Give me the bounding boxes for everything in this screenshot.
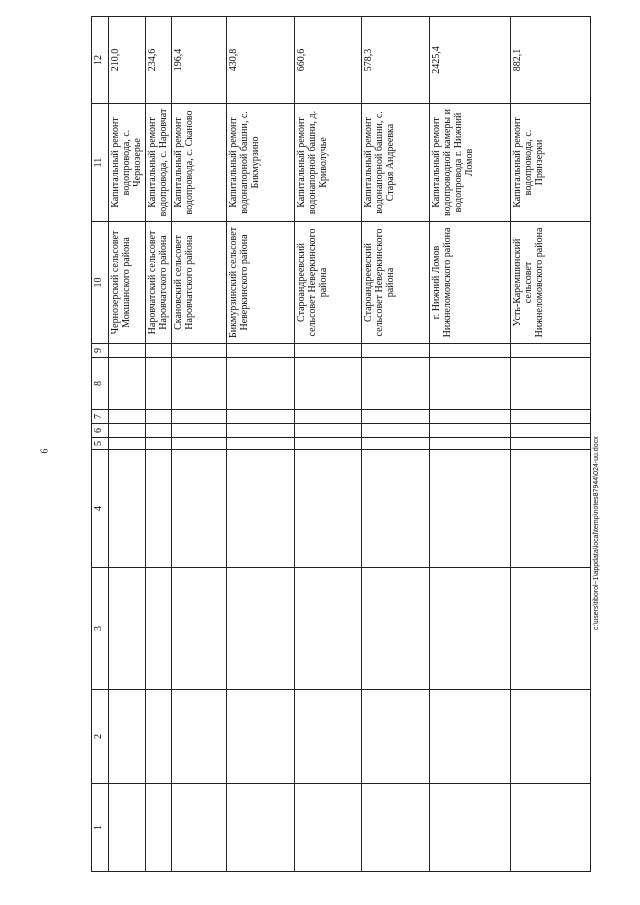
page-number: 9 <box>37 448 49 454</box>
empty-cell <box>109 784 146 872</box>
column-header: 6 <box>92 424 109 438</box>
empty-cell <box>294 784 361 872</box>
empty-cell <box>429 568 511 690</box>
table-row <box>227 17 294 872</box>
file-path-footer: c:\users\tiborol~1\appdata\local\temp\notes87944\024-uu.docx <box>593 436 600 630</box>
column-header: 2 <box>92 690 109 784</box>
empty-cell <box>429 450 511 568</box>
municipality-cell: Чернозерский сельсовет Мокшанского района <box>109 222 146 344</box>
empty-cell <box>511 358 591 410</box>
table-row <box>172 17 227 872</box>
table-row <box>109 17 146 872</box>
empty-cell <box>172 568 227 690</box>
empty-cell <box>362 568 429 690</box>
table-row <box>145 17 172 872</box>
empty-cell <box>145 438 172 450</box>
column-header: 8 <box>92 358 109 410</box>
municipality-cell: Усть-Каремшинский сельсовет Нижнеломовского района <box>511 222 591 344</box>
empty-cell <box>145 410 172 424</box>
empty-cell <box>362 690 429 784</box>
empty-cell <box>109 410 146 424</box>
empty-cell <box>294 410 361 424</box>
empty-cell <box>172 358 227 410</box>
table-row <box>294 17 361 872</box>
empty-cell <box>172 424 227 438</box>
work-description-cell: Капитальный ремонт водонапорной башни, с. Бикмурзино <box>227 104 294 222</box>
empty-cell <box>109 358 146 410</box>
empty-cell <box>511 690 591 784</box>
data-table <box>91 16 591 872</box>
table-row <box>429 17 511 872</box>
empty-cell <box>511 438 591 450</box>
column-header: 9 <box>92 344 109 358</box>
empty-cell <box>511 344 591 358</box>
empty-cell <box>429 784 511 872</box>
empty-cell <box>362 424 429 438</box>
work-description-cell: Капитальный ремонт водопровода, с. Прянзерки <box>511 104 591 222</box>
empty-cell <box>429 410 511 424</box>
empty-cell <box>227 568 294 690</box>
empty-cell <box>172 344 227 358</box>
empty-cell <box>362 410 429 424</box>
empty-cell <box>362 438 429 450</box>
amount-cell: 234,6 <box>145 17 172 104</box>
municipality-cell: Наровчатский сельсовет Наровчатского района <box>145 222 172 344</box>
amount-cell: 196,4 <box>172 17 227 104</box>
empty-cell <box>294 568 361 690</box>
empty-cell <box>109 438 146 450</box>
amount-cell: 660,6 <box>294 17 361 104</box>
empty-cell <box>429 358 511 410</box>
municipality-cell: Староандреевский сельсовет Неверкинского района <box>294 222 361 344</box>
table-header-row <box>92 17 109 872</box>
work-description-cell: Капитальный ремонт водопроводной камеры и водопровода г. Нижний Ломов <box>429 104 511 222</box>
empty-cell <box>511 424 591 438</box>
municipality-cell: Бикмурзинский сельсовет Неверкинского района <box>227 222 294 344</box>
empty-cell <box>145 344 172 358</box>
empty-cell <box>172 450 227 568</box>
empty-cell <box>362 344 429 358</box>
column-header: 10 <box>92 222 109 344</box>
empty-cell <box>227 424 294 438</box>
empty-cell <box>294 690 361 784</box>
empty-cell <box>511 784 591 872</box>
empty-cell <box>429 438 511 450</box>
empty-cell <box>109 568 146 690</box>
empty-cell <box>172 410 227 424</box>
rotated-table-container <box>91 17 591 872</box>
work-description-cell: Капитальный ремонт водопровода, с. Чернозерье <box>109 104 146 222</box>
empty-cell <box>145 450 172 568</box>
empty-cell <box>145 568 172 690</box>
empty-cell <box>227 438 294 450</box>
municipality-cell: Староандреевский сельсовет Неверкинского района <box>362 222 429 344</box>
empty-cell <box>511 410 591 424</box>
amount-cell: 210,0 <box>109 17 146 104</box>
empty-cell <box>109 424 146 438</box>
amount-cell: 882,1 <box>511 17 591 104</box>
empty-cell <box>109 690 146 784</box>
amount-cell: 578,3 <box>362 17 429 104</box>
empty-cell <box>511 450 591 568</box>
empty-cell <box>294 358 361 410</box>
amount-cell: 2425,4 <box>429 17 511 104</box>
empty-cell <box>172 690 227 784</box>
municipality-cell: г. Нижний Ломов Нижнеломовского района <box>429 222 511 344</box>
empty-cell <box>109 450 146 568</box>
empty-cell <box>145 784 172 872</box>
empty-cell <box>294 450 361 568</box>
column-header: 11 <box>92 104 109 222</box>
column-header: 12 <box>92 17 109 104</box>
amount-cell: 430,8 <box>227 17 294 104</box>
empty-cell <box>294 438 361 450</box>
empty-cell <box>227 344 294 358</box>
empty-cell <box>227 784 294 872</box>
empty-cell <box>109 344 146 358</box>
column-header: 5 <box>92 438 109 450</box>
empty-cell <box>227 690 294 784</box>
empty-cell <box>362 450 429 568</box>
work-description-cell: Капитальный ремонт водонапорной башни, д. Криволучье <box>294 104 361 222</box>
column-header: 1 <box>92 784 109 872</box>
table-row <box>511 17 591 872</box>
empty-cell <box>294 344 361 358</box>
empty-cell <box>429 424 511 438</box>
work-description-cell: Капитальный ремонт водопровода, с. Сканово <box>172 104 227 222</box>
empty-cell <box>172 784 227 872</box>
empty-cell <box>227 410 294 424</box>
work-description-cell: Капитальный ремонт водопровода, с. Наровчат <box>145 104 172 222</box>
empty-cell <box>429 690 511 784</box>
work-description-cell: Капитальный ремонт водонапорной башни, с. Старая Андреевка <box>362 104 429 222</box>
municipality-cell: Скановский сельсовет Наровчатского района <box>172 222 227 344</box>
column-header: 4 <box>92 450 109 568</box>
column-header: 3 <box>92 568 109 690</box>
column-header: 7 <box>92 410 109 424</box>
empty-cell <box>294 424 361 438</box>
empty-cell <box>172 438 227 450</box>
empty-cell <box>362 784 429 872</box>
empty-cell <box>429 344 511 358</box>
empty-cell <box>145 690 172 784</box>
empty-cell <box>362 358 429 410</box>
table-row <box>362 17 429 872</box>
empty-cell <box>227 450 294 568</box>
empty-cell <box>145 358 172 410</box>
empty-cell <box>511 568 591 690</box>
empty-cell <box>227 358 294 410</box>
empty-cell <box>145 424 172 438</box>
